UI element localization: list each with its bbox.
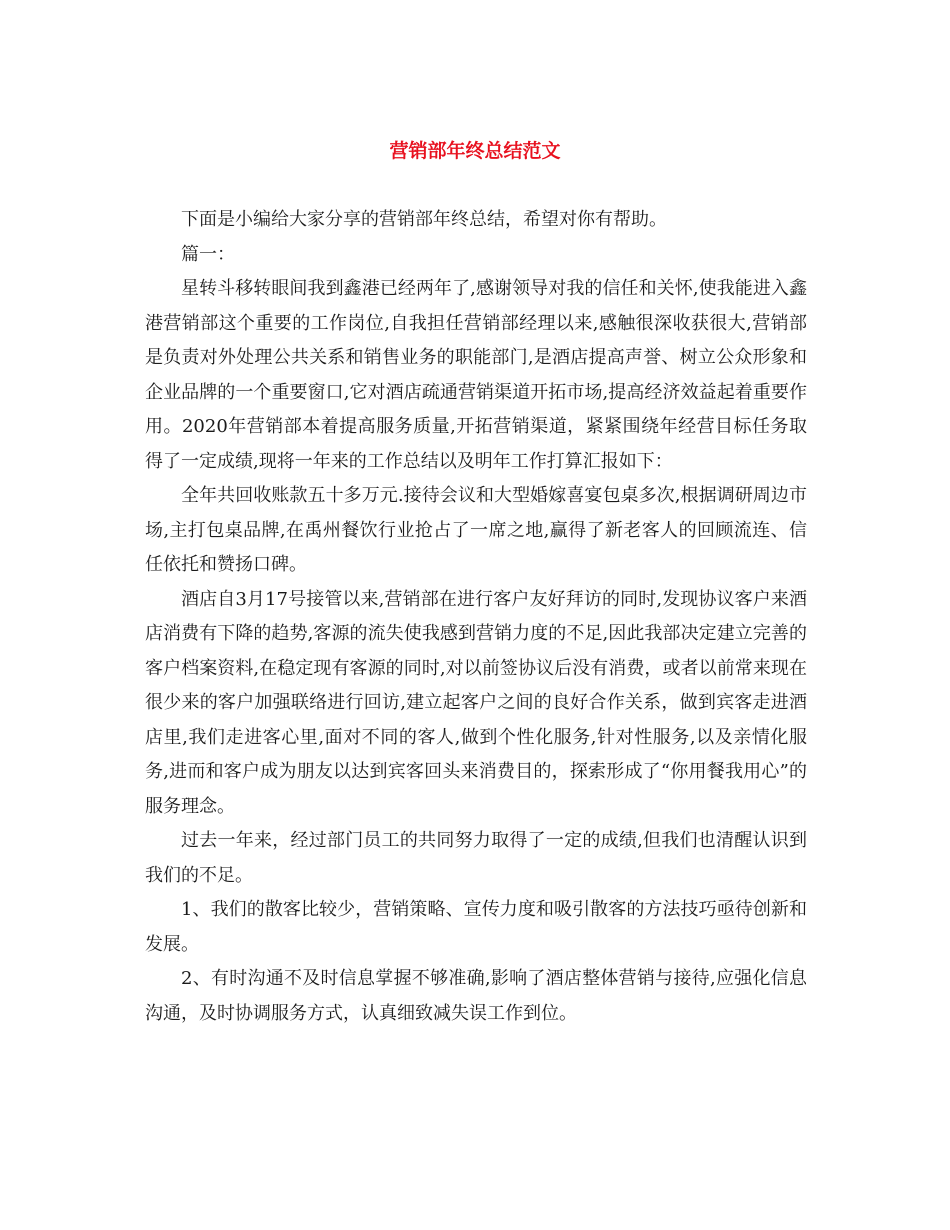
paragraph-point-1: 1、我们的散客比较少，营销策略、宣传力度和吸引散客的方法技巧亟待创新和发展。	[145, 899, 807, 955]
paragraph-section-label: 篇一：	[181, 243, 235, 265]
paragraph-achievements: 全年共回收账款五十多万元.接待会议和大型婚嫁喜宴包桌多次,根据调研周边市场,主打包桌品牌,在禹州餐饮行业抢占了一席之地,赢得了新老客人的回顾流连、信任依托和赞扬口碑。	[145, 485, 807, 575]
document-title: 营销部年终总结范文	[389, 140, 561, 162]
document-body	[145, 203, 807, 1031]
paragraph-overview: 星转斗移转眼间我到鑫港已经两年了,感谢领导对我的信任和关怀,使我能进入鑫港营销部这个重要的工作岗位,自我担任营销部经理以来,感触很深收获很大,营销部是负责对外处理公共关系和销售业务的职能部门,是酒店提高声誉、树立公众形象和企业品牌的一个重要窗口,它对酒店疏通营销渠道开拓市场,提高经济效益起着重要作用。2020年营销部本着提高服务质量,开拓营销渠道，紧紧围绕年经营目标任务取得了一定成绩,现将一年来的工作总结以及明年工作打算汇报如下：	[145, 278, 807, 472]
paragraph-shortcomings: 过去一年来，经过部门员工的共同努力取得了一定的成绩,但我们也清醒认识到我们的不足。	[145, 830, 807, 886]
paragraph-customer-relations: 酒店自3月17号接管以来,营销部在进行客户友好拜访的同时,发现协议客户来酒店消费有下降的趋势,客源的流失使我感到营销力度的不足,因此我部决定建立完善的客户档案资料,在稳定现有客源的同时,对以前签协议后没有消费，或者以前常来现在很少来的客户加强联络进行回访,建立起客户之间的良好合作关系，做到宾客走进酒店里,我们走进客心里,面对不同的客人,做到个性化服务,针对性服务,以及亲情化服务,进而和客户成为朋友以达到宾客回头来消费目的，探索形成了“你用餐我用心”的服务理念。	[145, 588, 807, 817]
paragraph-intro: 下面是小编给大家分享的营销部年终总结，希望对你有帮助。	[181, 209, 667, 230]
paragraph-point-2: 2、有时沟通不及时信息掌握不够准确,影响了酒店整体营销与接待,应强化信息沟通，及时协调服务方式，认真细致减失误工作到位。	[145, 968, 807, 1024]
